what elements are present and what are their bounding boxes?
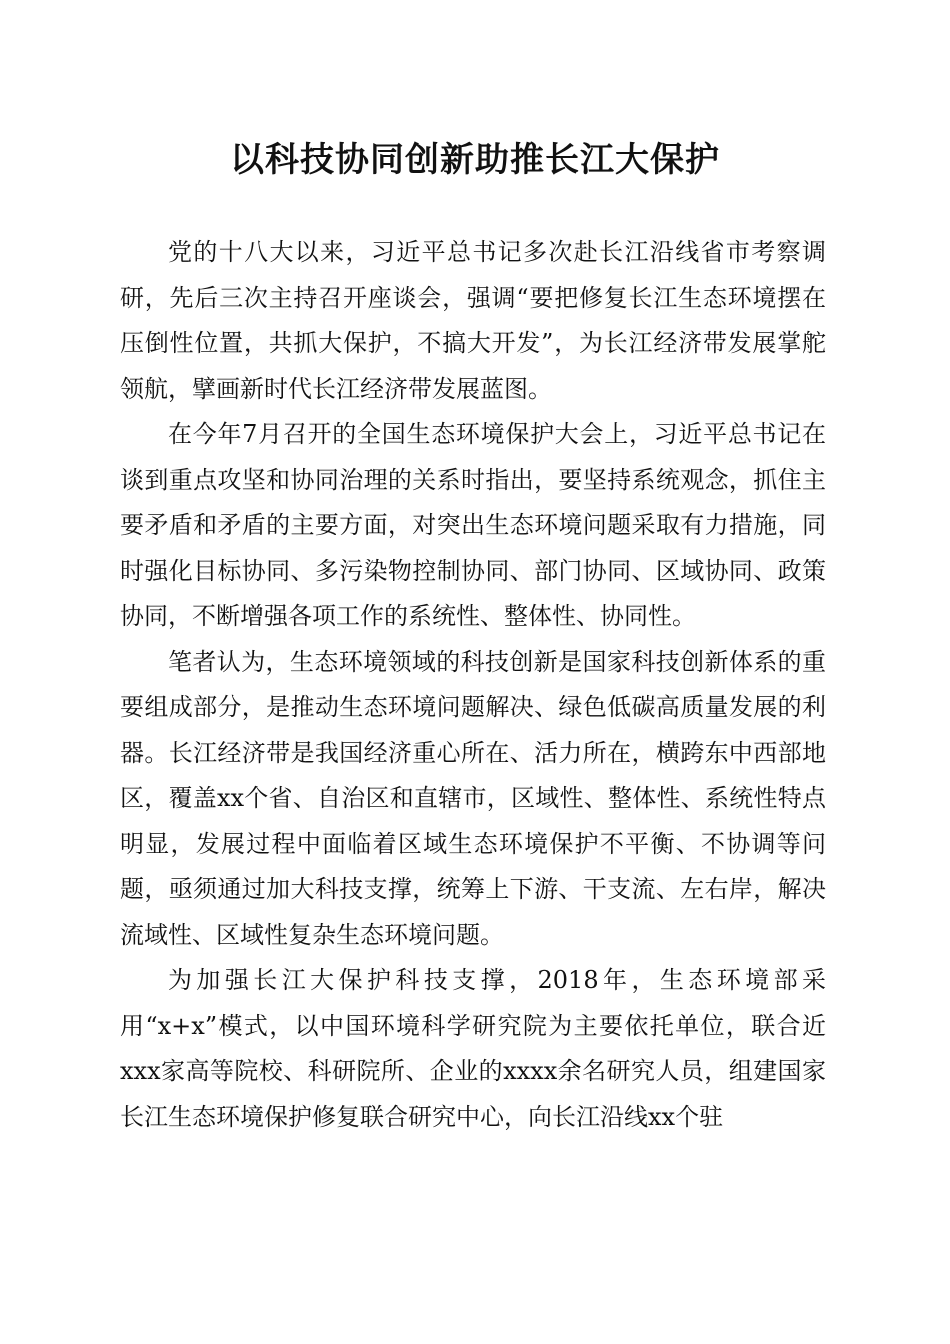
- document-title: 以科技协同创新助推长江大保护: [230, 140, 720, 180]
- paragraph-4: 为加强长江大保护科技支撑，2018年，生态环境部采用“x+x”模式，以中国环境科学研究院为主要依托单位，联合近xxx家高等院校、科研院所、企业的xxxx余名研究人员，组建国家长江生态环境保护修复联合研究中心，向长江沿线xx个驻: [120, 966, 826, 1131]
- paragraph-1: 党的十八大以来，习近平总书记多次赴长江沿线省市考察调研，先后三次主持召开座谈会，强调“要把修复长江生态环境摆在压倒性位置，共抓大保护，不搞大开发”，为长江经济带发展掌舵领航，擘画新时代长江经济带发展蓝图。: [120, 238, 826, 403]
- document-body: [120, 230, 826, 1140]
- paragraph-3: 笔者认为，生态环境领域的科技创新是国家科技创新体系的重要组成部分，是推动生态环境问题解决、绿色低碳高质量发展的利器。长江经济带是我国经济重心所在、活力所在，横跨东中西部地区，覆盖xx个省、自治区和直辖市，区域性、整体性、系统性特点明显，发展过程中面临着区域生态环境保护不平衡、不协调等问题，亟须通过加大科技支撑，统筹上下游、干支流、左右岸，解决流域性、区域性复杂生态环境问题。: [120, 647, 826, 949]
- paragraph-2: 在今年7月召开的全国生态环境保护大会上，习近平总书记在谈到重点攻坚和协同治理的关系时指出，要坚持系统观念，抓住主要矛盾和矛盾的主要方面，对突出生态环境问题采取有力措施，同时强化目标协同、多污染物控制协同、部门协同、区域协同、政策协同，不断增强各项工作的系统性、整体性、协同性。: [120, 420, 826, 630]
